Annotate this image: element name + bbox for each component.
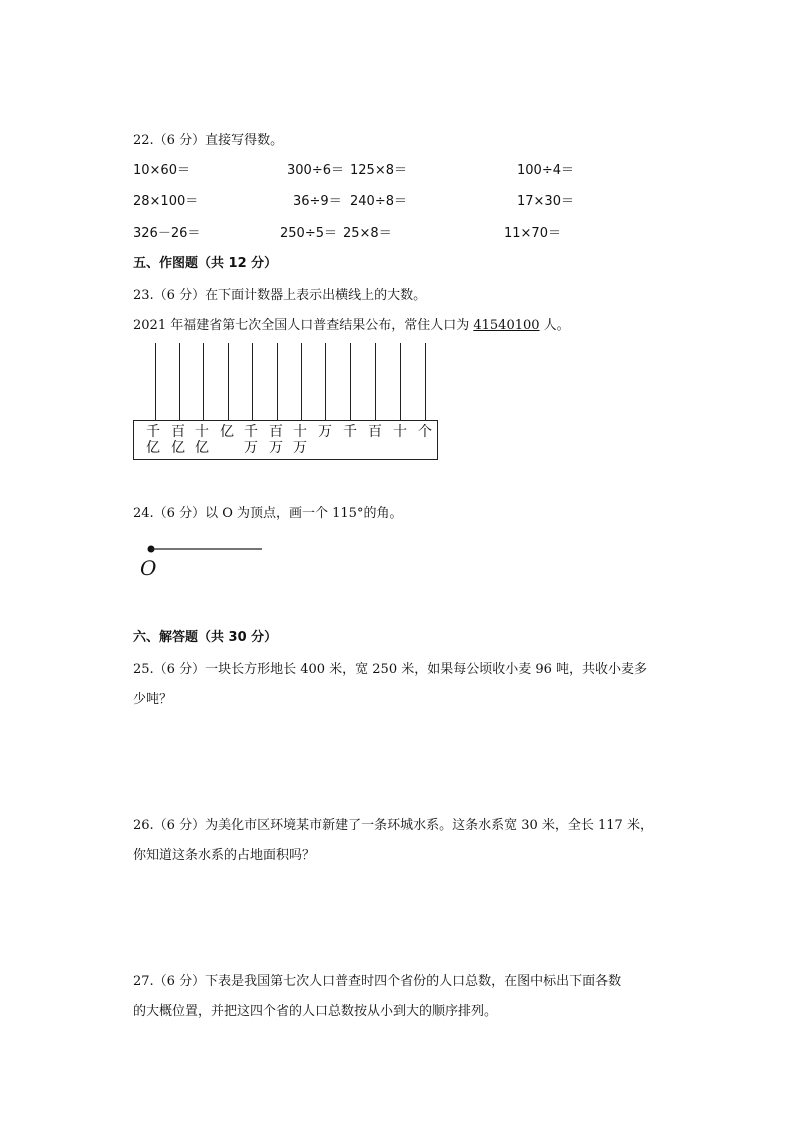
q22-r1-c4: 100÷4＝	[517, 163, 574, 178]
q24-title: 24.（6 分）以 O 为顶点，画一个 115°的角。	[133, 506, 403, 521]
rod-8[interactable]	[325, 343, 326, 420]
angle-ray-diagram[interactable]	[140, 540, 270, 560]
q23-number: 41540100	[473, 318, 540, 333]
place-label-3: 十 亿	[195, 424, 209, 456]
q22-r2-c1: 28×100＝	[133, 194, 199, 209]
place-label-9: 千	[343, 424, 357, 440]
q22-r1-c3: 125×8＝	[350, 163, 407, 178]
q23-sentence-after: 人。	[539, 318, 570, 333]
q23-sentence	[133, 318, 570, 334]
rod-2[interactable]	[179, 343, 180, 420]
q22-r2-c3: 240÷8＝	[350, 194, 407, 209]
place-label-6: 百 万	[269, 424, 283, 456]
q22-r3-c2: 250÷5＝	[280, 226, 337, 241]
vertex-label: O	[140, 556, 157, 580]
q22-r2-c2: 36÷9＝	[293, 194, 342, 209]
q25-line2: 少吨？	[133, 692, 173, 707]
section-5-title: 五、作图题（共 12 分）	[133, 256, 278, 271]
rod-12[interactable]	[425, 343, 426, 420]
place-label-4: 亿	[220, 424, 234, 440]
place-label-10: 百	[368, 424, 382, 440]
rod-10[interactable]	[375, 343, 376, 420]
rod-3[interactable]	[203, 343, 204, 420]
q22-r3-c1: 326－26＝	[133, 226, 201, 241]
q26-line1: 26.（6 分）为美化市区环境某市新建了一条环城水系。这条水系宽 30 米，全长 117 米，	[133, 818, 653, 833]
section-6-title: 六、解答题（共 30 分）	[133, 630, 278, 645]
place-label-8: 万	[318, 424, 332, 440]
place-label-7: 十 万	[293, 424, 307, 456]
rod-1[interactable]	[155, 343, 156, 420]
place-label-2: 百 亿	[171, 424, 185, 456]
q27-line2: 的大概位置，并把这四个省的人口总数按从小到大的顺序排列。	[133, 1004, 498, 1019]
rod-6[interactable]	[277, 343, 278, 420]
q22-r1-c1: 10×60＝	[133, 163, 190, 178]
rod-4[interactable]	[228, 343, 229, 420]
rod-7[interactable]	[301, 343, 302, 420]
q23-title: 23.（6 分）在下面计数器上表示出横线上的大数。	[133, 288, 427, 303]
place-label-1: 千 亿	[146, 424, 160, 456]
q22-r1-c2: 300÷6＝	[287, 163, 344, 178]
q27-line1: 27.（6 分）下表是我国第七次人口普查时四个省份的人口总数，在图中标出下面各数	[133, 974, 622, 989]
rod-11[interactable]	[400, 343, 401, 420]
q25-line1: 25.（6 分）一块长方形地长 400 米，宽 250 米，如果每公顷收小麦 96 吨，共收小麦多	[133, 662, 648, 677]
q22-title: 22.（6 分）直接写得数。	[133, 133, 284, 148]
place-label-11: 十	[393, 424, 407, 440]
rod-5[interactable]	[252, 343, 253, 420]
place-label-12: 个	[418, 424, 432, 440]
place-label-5: 千 万	[244, 424, 258, 456]
q22-r3-c3: 25×8＝	[343, 226, 392, 241]
q26-line2: 你知道这条水系的占地面积吗？	[133, 848, 316, 863]
q22-r3-c4: 11×70＝	[504, 226, 561, 241]
q22-r2-c4: 17×30＝	[517, 194, 574, 209]
rod-9[interactable]	[350, 343, 351, 420]
q23-sentence-before: 2021 年福建省第七次全国人口普查结果公布，常住人口为	[133, 318, 474, 333]
